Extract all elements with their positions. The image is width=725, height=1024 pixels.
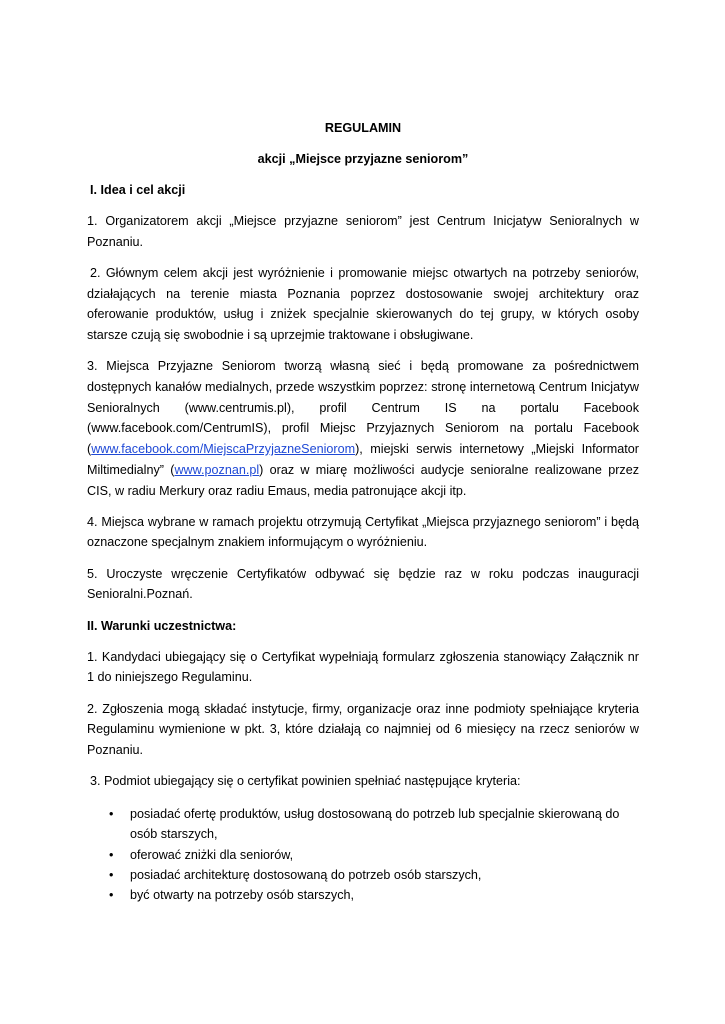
bullet-icon: •: [109, 806, 114, 821]
section-1-paragraph-3: [87, 356, 639, 501]
section-2-paragraph-1: 1. Kandydaci ubiegający się o Certyfikat wypełniają formularz zgłoszenia stanowiący Załącznik nr 1 do niniejszego Regulaminu.: [87, 649, 639, 685]
section-1-paragraph-5: 5. Uroczyste wręczenie Certyfikatów odbywać się będzie raz w roku podczas inauguracji Senioralni.Poznań.: [87, 566, 639, 602]
criteria-item-text: oferować zniżki dla seniorów,: [130, 847, 294, 862]
section-1-paragraph-1: 1. Organizatorem akcji „Miejsce przyjazne seniorom” jest Centrum Inicjatyw Senioralnych w Poznaniu.: [87, 214, 639, 249]
criteria-item: [87, 885, 639, 905]
section-2-heading: II. Warunki uczestnictwa:: [87, 618, 237, 633]
bullet-icon: •: [109, 847, 114, 862]
criteria-item: [87, 845, 639, 865]
criteria-item-text: posiadać architekturę dostosowaną do potrzeb osób starszych,: [130, 867, 482, 882]
section-1-heading: I. Idea i cel akcji: [90, 182, 186, 197]
criteria-list: [87, 804, 639, 905]
document-subtitle: akcji „Miejsce przyjazne seniorom”: [257, 152, 469, 167]
criteria-item: [87, 804, 639, 845]
section-2-paragraph-2: 2. Zgłoszenia mogą składać instytucje, firmy, organizacje oraz inne podmioty spełniające kryteria Regulaminu wymienione w pkt. 3, które działają co najmniej od 6 miesięcy na rzecz seniorów w Poznaniu.: [87, 701, 639, 758]
section-2-paragraph-3: 3. Podmiot ubiegający się o certyfikat powinien spełniać następujące kryteria:: [90, 774, 521, 789]
bullet-icon: •: [109, 888, 114, 903]
criteria-item-text: być otwarty na potrzeby osób starszych,: [130, 888, 354, 903]
poznan-pl-link[interactable]: www.poznan.pl: [174, 462, 260, 477]
section-1-paragraph-2: 2. Głównym celem akcji jest wyróżnienie i promowanie miejsc otwartych na potrzeby seniorów, działających na terenie miasta Poznania poprzez dostosowanie swojej architektury oraz oferowanie produktów, usług i zniżek specjalnie skierowanych do tej grupy, w których osoby starsze czują się swobodnie i są uprzejmie traktowane i obsługiwane.: [87, 266, 639, 343]
paragraph-3-text-a: 3. Miejsca Przyjazne Seniorom tworzą własną sieć i będą promowane za pośrednictwem dostępnych kanałów medialnych, przede wszystkim poprzez: stronę internetową Centrum Inicjatyw Senioralnych (www.centrumis.pl), profil Centrum IS na portalu Facebook (www.facebook.com/CentrumIS), profil Miejsc Przyjaznych Seniorom na portalu Facebook (: [87, 359, 639, 457]
criteria-item-text: posiadać ofertę produktów, usług dostosowaną do potrzeb lub specjalnie skierowaną do osób starszych,: [130, 806, 620, 842]
document-title: REGULAMIN: [324, 121, 402, 135]
section-1-paragraph-4: 4. Miejsca wybrane w ramach projektu otrzymują Certyfikat „Miejsca przyjaznego seniorom” i będą oznaczone specjalnym znakiem informującym o wyróżnieniu.: [87, 514, 639, 550]
criteria-item: [87, 865, 639, 885]
paragraph-3-text-b: ), miejski serwis internetowy „Miejski Informator Miltimedialny” (: [87, 442, 639, 477]
facebook-miejsca-link[interactable]: www.facebook.com/MiejscaPrzyjazneSeniorom: [91, 442, 356, 457]
paragraph-3-text-c: ) oraz w miarę możliwości audycje senioralne realizowane przez CIS, w radiu Merkury oraz radiu Emaus, media patronujące akcji itp.: [87, 462, 640, 498]
bullet-icon: •: [109, 867, 114, 882]
